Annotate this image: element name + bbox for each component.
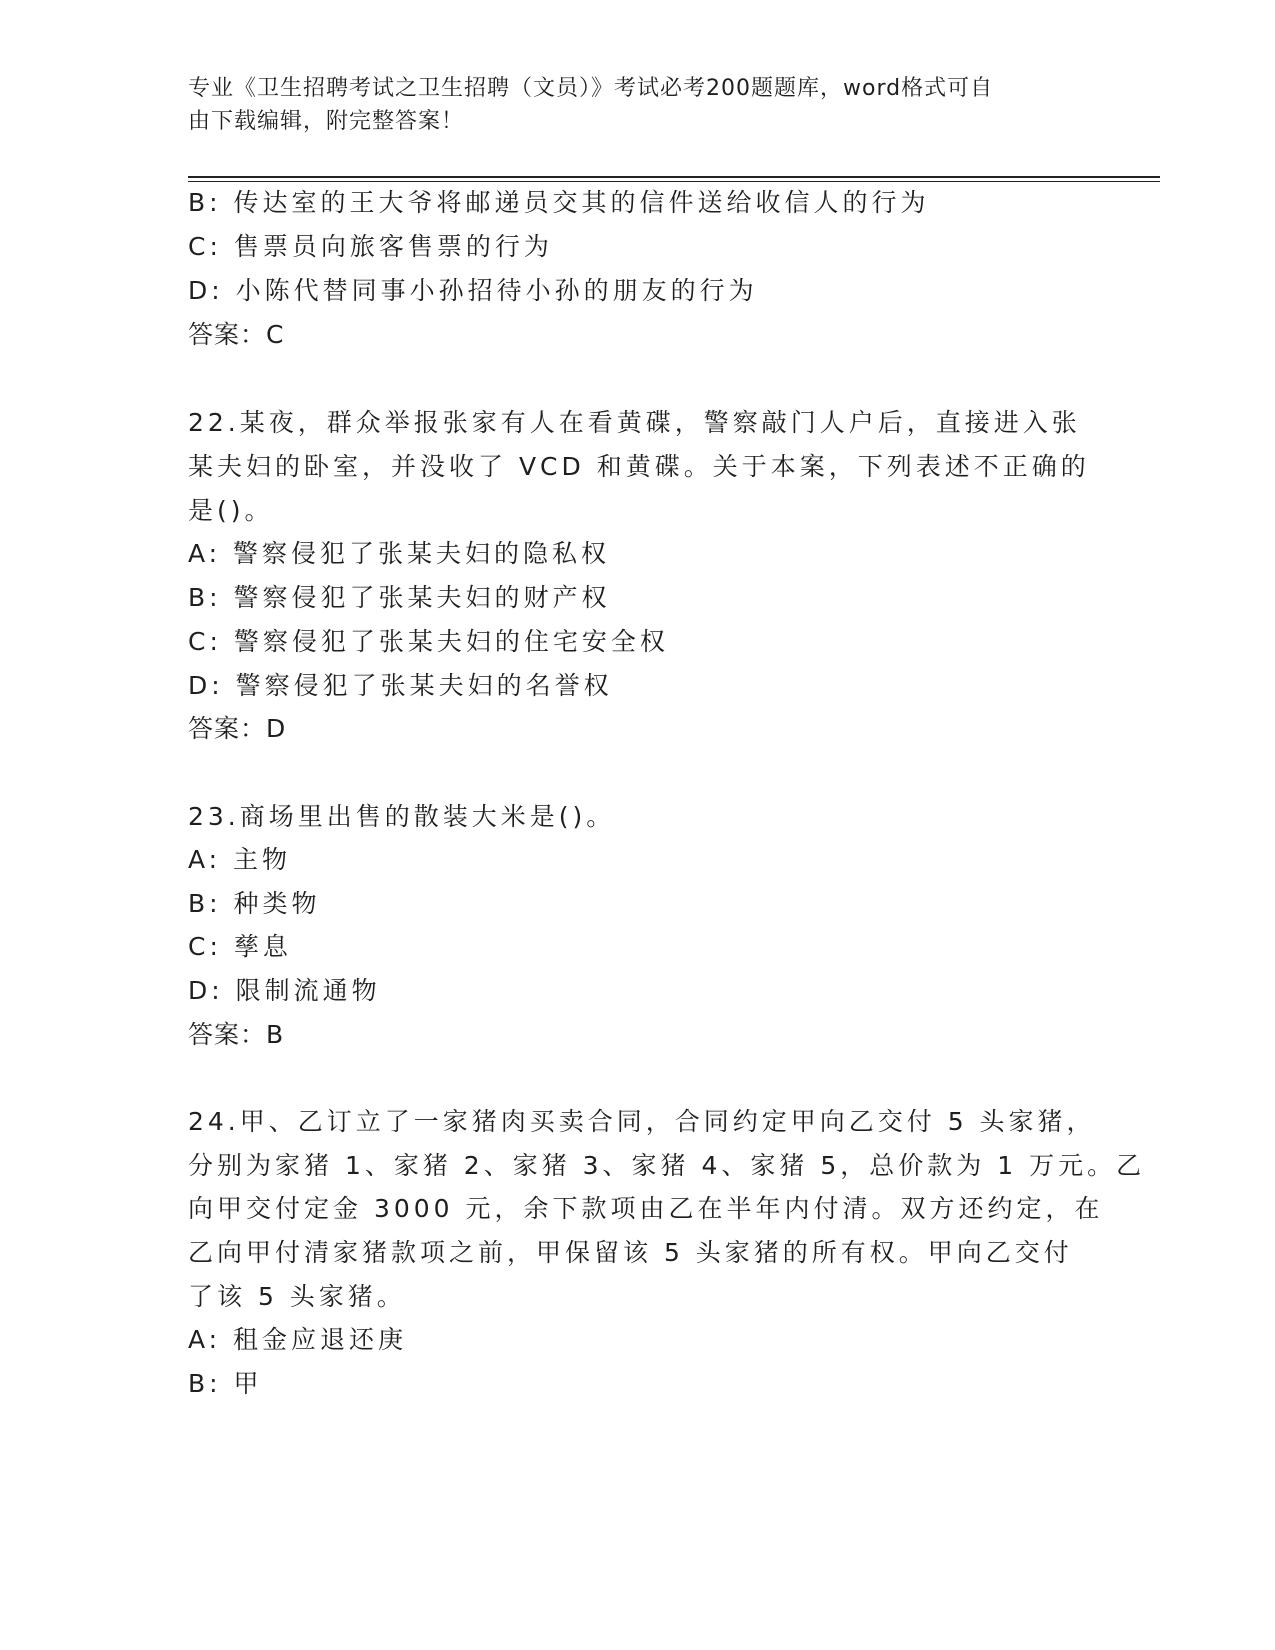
q24-stem-line-1: 24.甲、乙订立了一家猪肉买卖合同，合同约定甲向乙交付 5 头家猪， — [188, 1107, 1096, 1136]
q24-stem-line-2: 分别为家猪 1、家猪 2、家猪 3、家猪 4、家猪 5，总价款为 1 万元。乙 — [188, 1151, 1146, 1180]
q23-option-a: A: 主物 — [188, 845, 292, 874]
q23-answer: 答案：B — [188, 1020, 285, 1049]
q22-option-c: C: 警察侵犯了张某夫妇的住宅安全权 — [188, 627, 669, 656]
q22-option-b: B: 警察侵犯了张某夫妇的财产权 — [188, 583, 611, 612]
q23-option-b: B: 种类物 — [188, 889, 321, 918]
q24-option-b: B: 甲 — [188, 1369, 263, 1398]
q24-stem-line-3: 向甲交付定金 3000 元，余下款项由乙在半年内付清。双方还约定，在 — [188, 1194, 1104, 1223]
q22-stem-line-2: 某夫妇的卧室，并没收了 VCD 和黄碟。关于本案，下列表述不正确的 — [188, 452, 1090, 481]
q23-stem-line-1: 23.商场里出售的散装大米是()。 — [188, 802, 616, 831]
q22-option-d: D: 警察侵犯了张某夫妇的名誉权 — [188, 671, 613, 700]
q22-stem-line-1: 22.某夜，群众举报张家有人在看黄碟，警察敲门人户后，直接进入张 — [188, 408, 1081, 437]
q23-option-c: C: 孳息 — [188, 932, 292, 961]
header-line-1: 专业《卫生招聘考试之卫生招聘（文员）》考试必考200题题库，word格式可自 — [188, 76, 994, 101]
q24-option-a: A: 租金应退还庚 — [188, 1325, 408, 1354]
header-divider-thin — [188, 181, 1160, 182]
q22-option-a: A: 警察侵犯了张某夫妇的隐私权 — [188, 539, 611, 568]
q21-answer: 答案：C — [188, 320, 285, 349]
header-line-2: 由下载编辑，附完整答案！ — [188, 109, 465, 134]
header-divider-thick — [188, 176, 1160, 178]
q22-stem-line-3: 是()。 — [188, 496, 274, 525]
q21-option-d: D: 小陈代替同事小孙招待小孙的朋友的行为 — [188, 276, 758, 305]
document-header — [188, 72, 1088, 138]
q23-option-d: D: 限制流通物 — [188, 976, 381, 1005]
q21-option-c: C: 售票员向旅客售票的行为 — [188, 232, 553, 261]
q22-answer: 答案：D — [188, 714, 287, 743]
q24-stem-line-5: 了该 5 头家猪。 — [188, 1282, 406, 1311]
q21-option-b: B: 传达室的王大爷将邮递员交其的信件送给收信人的行为 — [188, 188, 930, 217]
q24-stem-line-4: 乙向甲付清家猪款项之前，甲保留该 5 头家猪的所有权。甲向乙交付 — [188, 1238, 1073, 1267]
